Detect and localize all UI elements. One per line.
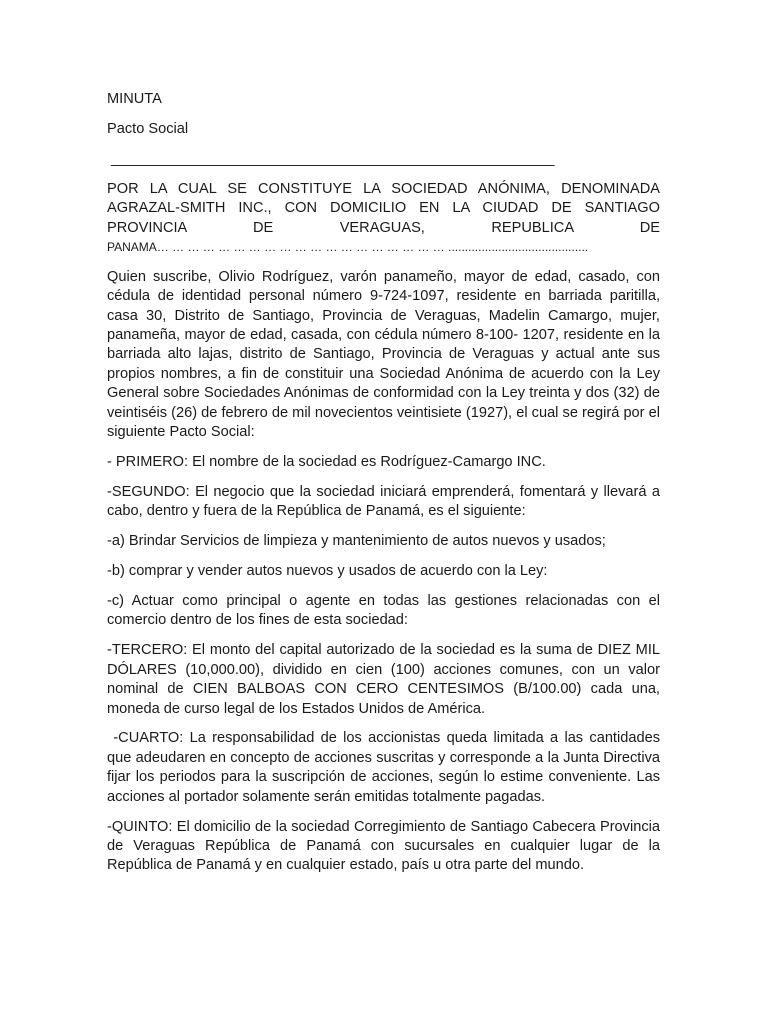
- clause-primero: - PRIMERO: El nombre de la sociedad es Rodríguez-Camargo INC.: [107, 454, 546, 470]
- clause-cuarto: -CUARTO: La responsabilidad de los accionistas queda limitada a las cantidades que adeudaren en concepto de acciones suscritas y corresponde a la Junta Directiva fijar los periodos para la suscripción de acciones, según lo estime conveniente. Las acciones al portador solamente serán emitidas totalmente pagadas.: [107, 730, 665, 805]
- title-line-3: PROVINCIA DE VERAGUAS, REPUBLICA DE: [107, 219, 660, 236]
- title-line-2: AGRAZAL-SMITH INC., CON DOMICILIO EN LA CIUDAD DE SANTIAGO: [107, 200, 660, 217]
- intro-paragraph: Quien suscribe, Olivio Rodríguez, varón panameño, mayor de edad, casado, con cédula de identidad personal número 9-724-1097, residente en barriada paritilla, casa 30, Distrito de Santiago, Provincia de Veraguas, Madelin Camargo, mujer, panameña, mayor de edad, casada, con cédula número 8-100- 1207, residente en la barriada alto lajas, distrito de Santiago, Provincia de Veraguas y actual ante sus propios nombres, a fin de constituir una Sociedad Anónima de acuerdo con la Ley General sobre Sociedades Anónimas de conformidad con la Ley treinta y dos (32) de veintiséis (26) de febrero de mil novecientos veintisiete (1927), el cual se regirá por el siguiente Pacto Social:: [107, 268, 660, 441]
- clause-item-a: -a) Brindar Servicios de limpieza y mantenimiento de autos nuevos y usados;: [107, 533, 606, 550]
- horizontal-rule: ________________________________________________________: [111, 150, 555, 167]
- document-heading: MINUTA: [107, 91, 162, 107]
- clause-item-b: -b) comprar y vender autos nuevos y usados de acuerdo con la Ley:: [107, 563, 548, 580]
- document-body: [107, 90, 665, 886]
- document-subheading: Pacto Social: [107, 120, 189, 137]
- clause-quinto: -QUINTO: El domicilio de la sociedad Corregimiento de Santiago Cabecera Provincia de Veraguas República de Panamá con sucursales en cualquier lugar de la República de Panamá y en cualquier estado, país u otra parte del mundo.: [107, 818, 660, 874]
- clause-item-c: -c) Actuar como principal o agente en todas las gestiones relacionadas con el comercio dentro de los fines de esta sociedad:: [107, 593, 660, 629]
- clause-tercero: -TERCERO: El monto del capital autorizado de la sociedad es la suma de DIEZ MIL DÓLARES (10,000.00), dividido en cien (100) acciones comunes, con un valor nominal de CIEN BALBOAS CON CERO CENTESIMOS (B/100.00) cada una, moneda de curso legal de los Estados Unidos de América.: [107, 642, 660, 717]
- title-line-1: POR LA CUAL SE CONSTITUYE LA SOCIEDAD ANÓNIMA, DENOMINADA: [107, 180, 660, 197]
- document-title: [107, 180, 660, 258]
- title-line-4: PANAMA… … … … … … … … … … … … … … … … … … … ..........................................: [107, 239, 589, 254]
- clause-segundo: -SEGUNDO: El negocio que la sociedad iniciará emprenderá, fomentará y llevará a cabo, dentro y fuera de la República de Panamá, es el siguiente:: [107, 483, 660, 520]
